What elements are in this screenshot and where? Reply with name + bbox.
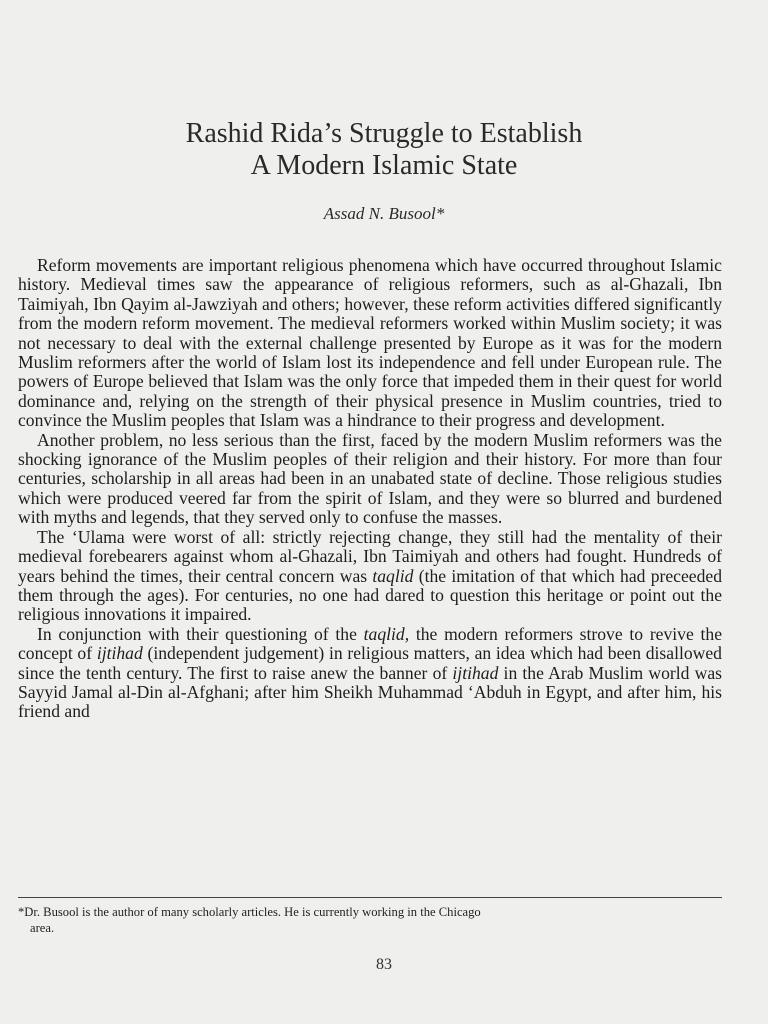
paragraph-3-text-a: The ‘Ulama were worst of all: strictly rejecting change, they still had the mentality of their medieval forebearers against whom al-Ghazali, Ibn Taimiyah and others had fought. Hundreds of years behind the times, their central concern was (18, 526, 722, 586)
page-number: 83 (376, 956, 392, 973)
paragraph-4-text-b: the modern reformers strove to revive the concept of (18, 623, 723, 664)
paragraph-2: Another problem, no less serious than the first, faced by the modern Muslim reformers was the shocking ignorance of the Muslim peoples of their religion and their history. For more than four centuries, scholarship in all areas had been in an unabated state of decline. Those religious studies which were produced veered far from the spirit of Islam, and they were so blurred and burdened with myths and legends, that they served only to confuse the masses. (18, 429, 722, 528)
term-taqlid: taqlid, (363, 623, 410, 644)
term-ijtihad: ijtihad (452, 662, 499, 683)
author-byline: Assad N. Busool* (323, 204, 445, 223)
term-ijtihad: ijtihad (96, 643, 143, 664)
footnote-line-1: *Dr. Busool is the author of many scholarly articles. He is currently working in the Chicago (18, 905, 481, 919)
article-title (0, 118, 768, 182)
footnote (18, 904, 730, 936)
paragraph-3 (18, 528, 722, 625)
article-body (18, 256, 722, 722)
paragraph-3-text-b: (the imitation of that which had preceeded them through the ages). For centuries, no one had dared to question this heritage or point out the religious innovations it impaired. (18, 565, 722, 625)
footnote-line-2: area. (30, 921, 55, 935)
footnote-divider (18, 897, 722, 898)
title-line-2: A Modern Islamic State (250, 150, 518, 181)
paragraph-4-text-a: In conjunction with their questioning of the (37, 623, 364, 644)
paragraph-4 (18, 625, 722, 722)
paragraph-1: Reform movements are important religious phenomena which have occurred throughout Islamic history. Medieval times saw the appearance of religious reformers, such as al-Ghazali, Ibn Taimiyah, Ibn Qayim al-Jawziyah and others; however, these reform activities differed significantly from the modern reform movement. The medieval reformers worked within Muslim society; it was not necessary to deal with the external challenge presented by Europe as it was for the modern Muslim reformers after the world of Islam lost its independence and fell under European rule. The powers of Europe believed that Islam was the only force that impeded them in their quest for world dominance and, relying on the strength of their physical presence in Muslim countries, tried to convince the Muslim peoples that Islam was a hindrance to their progress and development. (18, 255, 722, 431)
paragraph-4-text-d: in the Arab Muslim world was Sayyid Jamal al-Din al-Afghani; after him Sheikh Muhammad ‘Abduh in Egypt, and after him, his friend and (18, 662, 722, 722)
paragraph-4-text-c: (independent judgement) in religious matters, an idea which had been disallowed since the tenth century. The first to raise anew the banner of (18, 643, 722, 683)
term-taqlid: taqlid (372, 565, 414, 586)
title-line-1: Rashid Rida’s Struggle to Establish (185, 118, 583, 149)
